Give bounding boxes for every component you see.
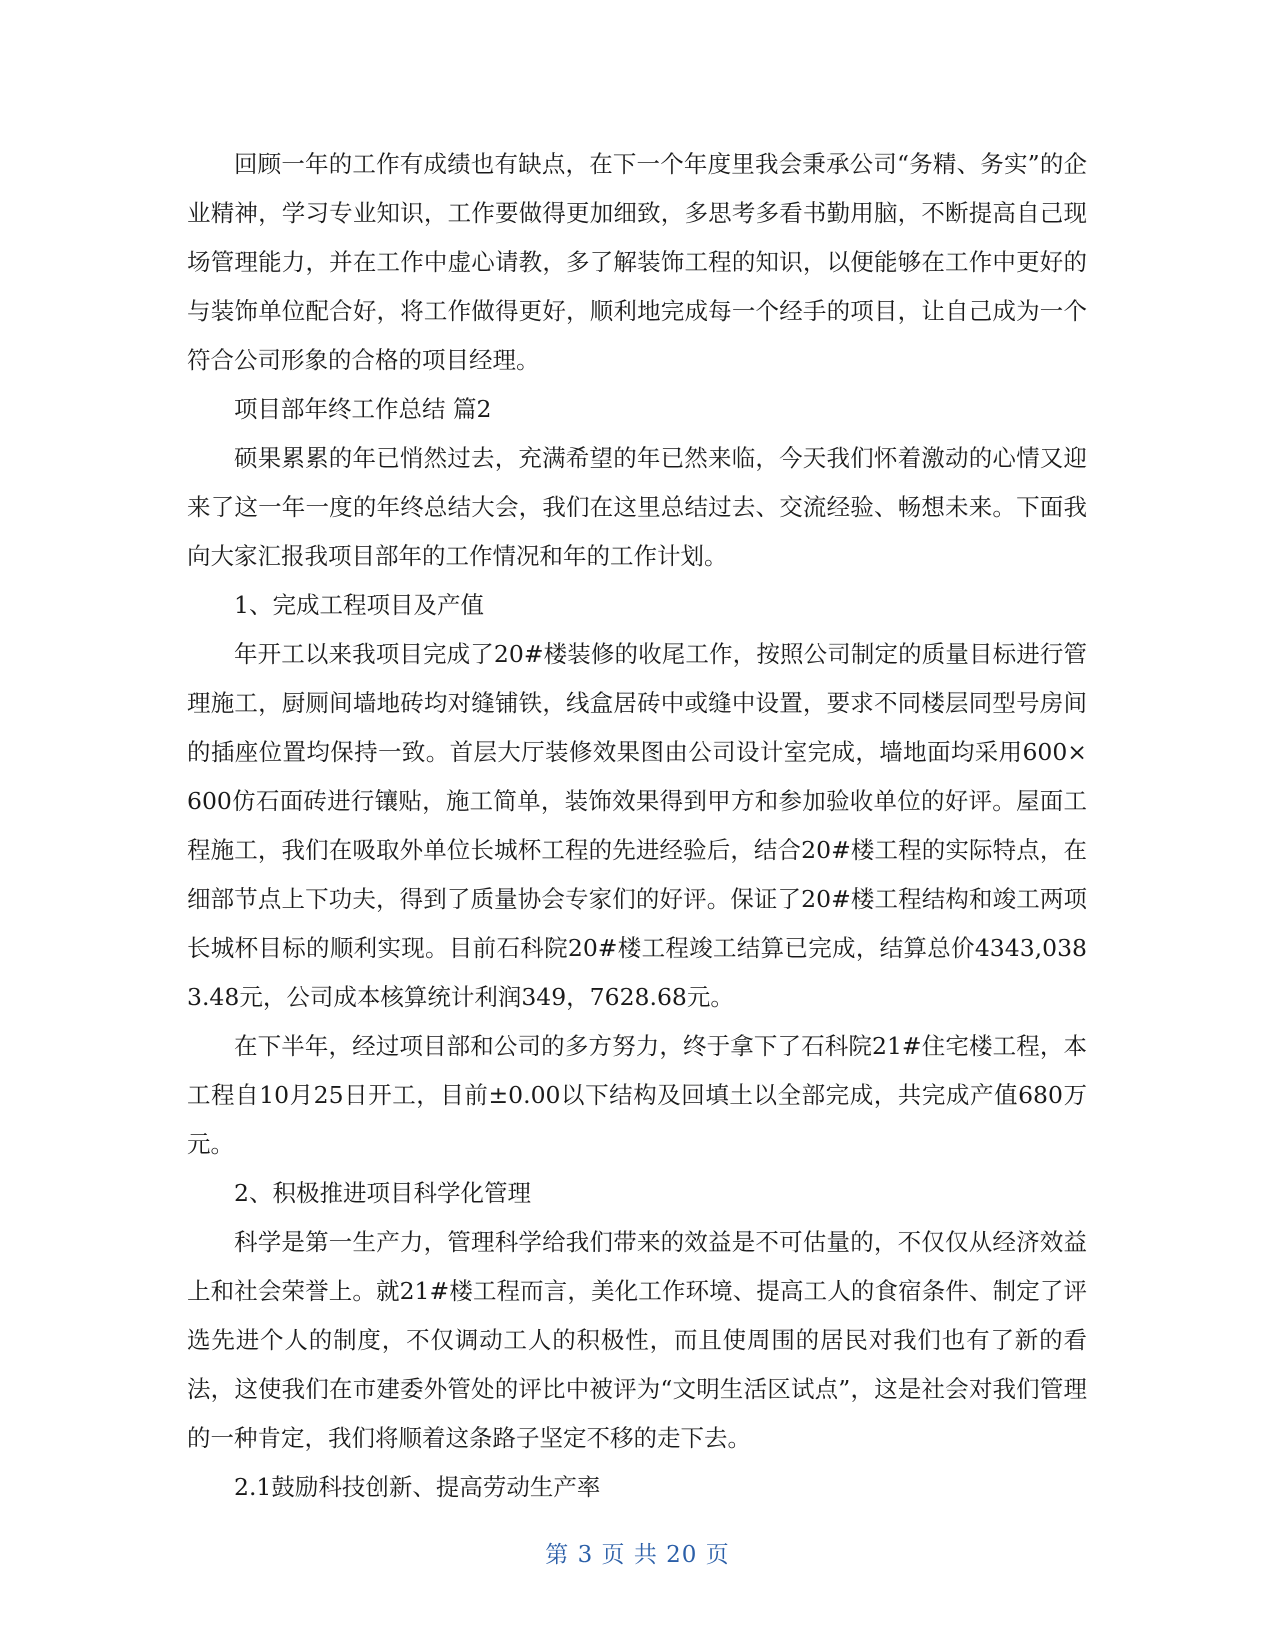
section-title-part2: 项目部年终工作总结 篇2 [234, 395, 492, 423]
paragraph-intro: 硕果累累的年已悄然过去，充满希望的年已然来临，今天我们怀着激动的心情又迎来了这一年一度的年终总结大会，我们在这里总结过去、交流经验、畅想未来。下面我向大家汇报我项目部年的工作情况和年的工作计划。 [187, 444, 1087, 570]
paragraph-science-productivity: 科学是第一生产力，管理科学给我们带来的效益是不可估量的，不仅仅从经济效益上和社会荣誉上。就21#楼工程而言，美化工作环境、提高工人的食宿条件、制定了评选先进个人的制度，不仅调动工人的积极性，而且使周围的居民对我们也有了新的看法，这使我们在市建委外管处的评比中被评为“文明生活区试点”，这是社会对我们管理的一种肯定，我们将顺着这条路子坚定不移的走下去。 [187, 1228, 1087, 1452]
paragraph-building-21: 在下半年，经过项目部和公司的多方努力，终于拿下了石科院21#住宅楼工程，本工程自10月25日开工，目前±0.00以下结构及回填土以全部完成，共完成产值680万元。 [187, 1032, 1087, 1158]
document-body [187, 140, 1087, 1512]
heading-1-projects-output: 1、完成工程项目及产值 [234, 591, 484, 619]
paragraph-building-20: 年开工以来我项目完成了20#楼装修的收尾工作，按照公司制定的质量目标进行管理施工，厨厕间墙地砖均对缝铺铁，线盒居砖中或缝中设置，要求不同楼层同型号房间的插座位置均保持一致。首层大厅装修效果图由公司设计室完成，墙地面均采用600×600仿石面砖进行镶贴，施工简单，装饰效果得到甲方和参加验收单位的好评。屋面工程施工，我们在吸取外单位长城杯工程的先进经验后，结合20#楼工程的实际特点，在细部节点上下功夫，得到了质量协会专家们的好评。保证了20#楼工程结构和竣工两项长城杯目标的顺利实现。目前石科院20#楼工程竣工结算已完成，结算总价4343,0383.48元，公司成本核算统计利润349，7628.68元。 [187, 640, 1087, 1011]
paragraph-review: 回顾一年的工作有成绩也有缺点，在下一个年度里我会秉承公司“务精、务实”的企业精神，学习专业知识，工作要做得更加细致，多思考多看书勤用脑，不断提高自己现场管理能力，并在工作中虚心请教，多了解装饰工程的知识，以便能够在工作中更好的与装饰单位配合好，将工作做得更好，顺利地完成每一个经手的项目，让自己成为一个符合公司形象的合格的项目经理。 [187, 150, 1087, 374]
heading-2-scientific-management: 2、积极推进项目科学化管理 [234, 1179, 531, 1207]
heading-2-1-innovation: 2.1鼓励科技创新、提高劳动生产率 [234, 1473, 601, 1501]
page-number-footer: 第 3 页 共 20 页 [545, 1542, 730, 1568]
